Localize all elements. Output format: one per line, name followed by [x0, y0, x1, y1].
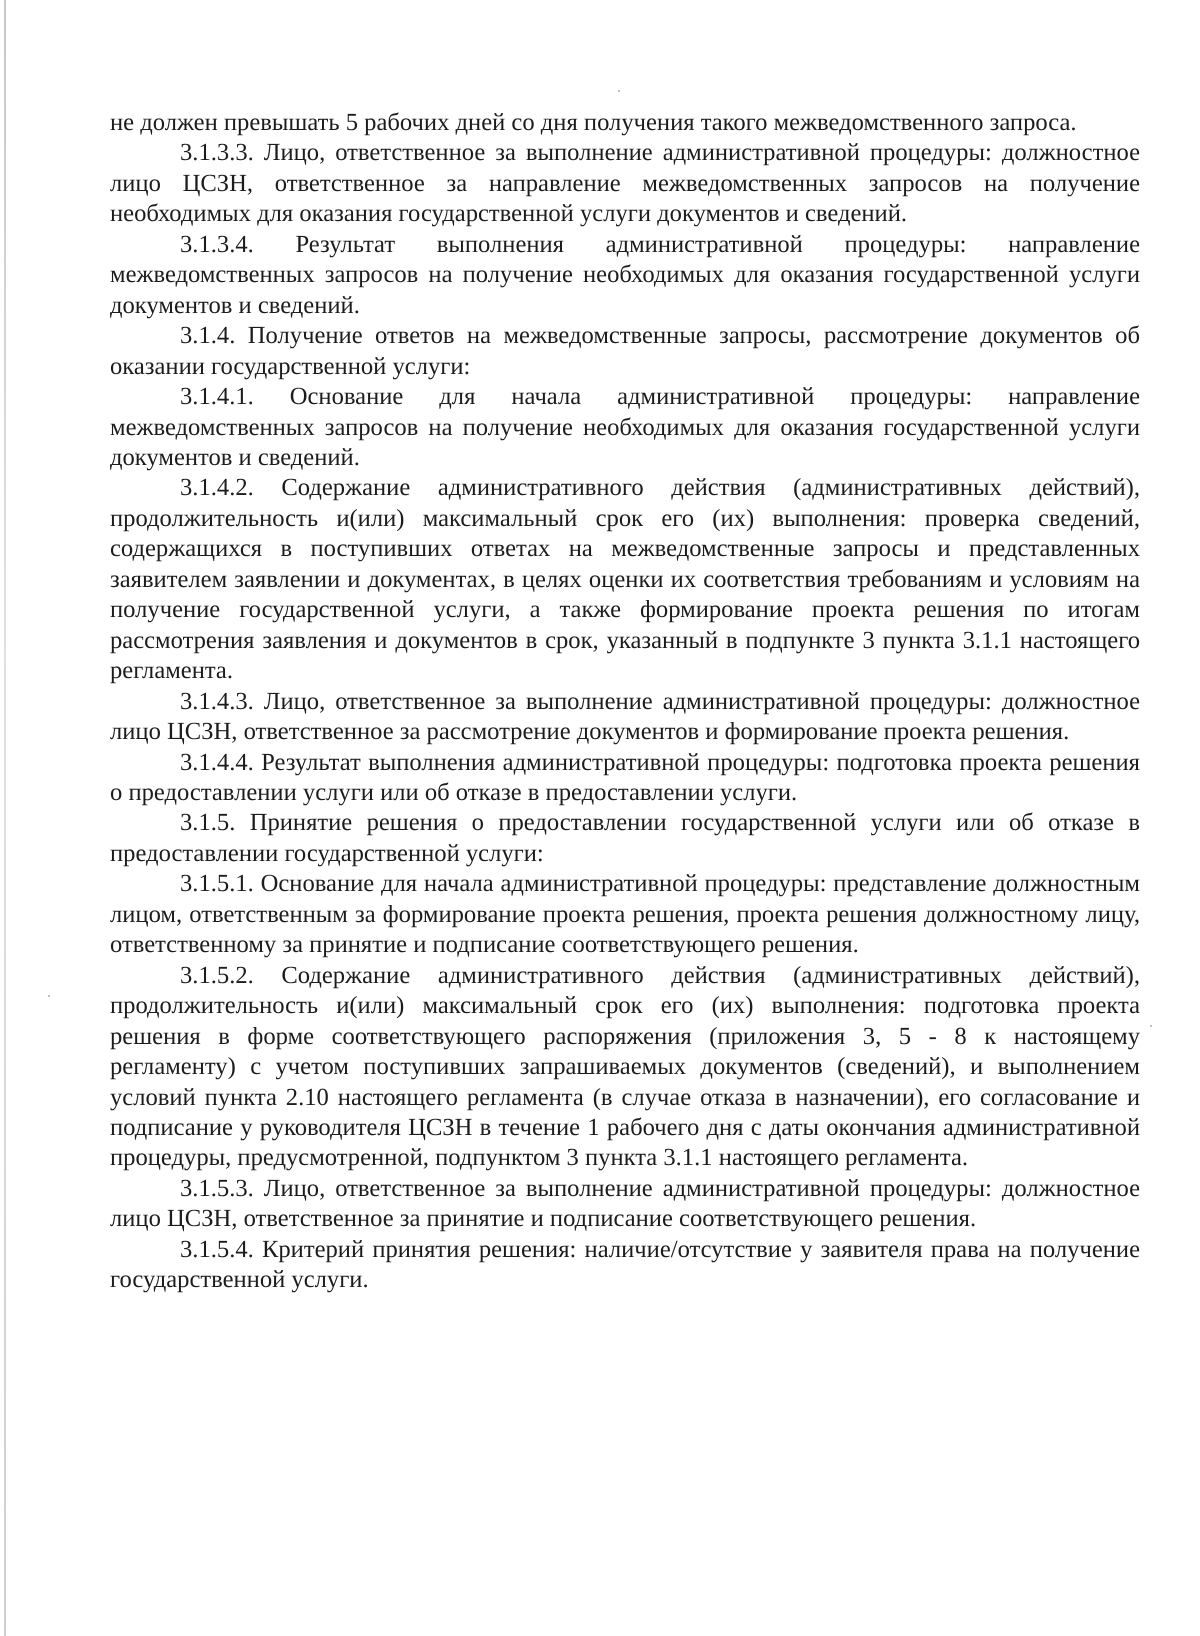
scan-speck [618, 90, 620, 92]
scan-speck [1150, 1025, 1152, 1027]
paragraph-3-1-5-3: 3.1.5.3. Лицо, ответственное за выполнение административной процедуры: должностное лицо ЦСЗН, ответственное за принятие и подписание соответствующего решения. [110, 1174, 1140, 1233]
paragraph-3-1-4: 3.1.4. Получение ответов на межведомственные запросы, рассмотрение документов об оказании государственной услуги: [110, 322, 1140, 380]
paragraph-3-1-5-4: 3.1.5.4. Критерий принятия решения: наличие/отсутствие у заявителя права на получение государственной услуги. [110, 1235, 1140, 1294]
paragraph-3-1-4-1: 3.1.4.1. Основание для начала административной процедуры: направление межведомственных запросов на получение необходимых для оказания государственной услуги документов и сведений. [110, 383, 1140, 471]
paragraph-3-1-3-3: 3.1.3.3. Лицо, ответственное за выполнение административной процедуры: должностное лицо ЦСЗН, ответственное за направление межведомственных запросов на получение необходимых для оказания государственной услуги документов и сведений. [110, 139, 1140, 228]
document-page [110, 108, 1140, 1296]
paragraph-3-1-5-1: 3.1.5.1. Основание для начала административной процедуры: представление должностным лицом, ответственным за формирование проекта решения, проекта решения должностному лицу, ответственному за принятие и подписание соответствующего решения. [110, 870, 1140, 959]
paragraph-3-1-4-2: 3.1.4.2. Содержание административного действия (административных действий), продолжительность и(или) максимальный срок его (их) выполнения: проверка сведений, содержащихся в поступивших ответах на межведомственные запросы и представленных заявителем заявлении и документах, в целях оценки их соответствия требованиям и условиям на получение государственной услуги, а также формирование проекта решения по итогам рассмотрения заявления и документов в срок, указанный в подпункте 3 пункта 3.1.1 настоящего регламента. [110, 474, 1140, 685]
paragraph-3-1-5-2: 3.1.5.2. Содержание административного действия (административных действий), продолжительность и(или) максимальный срок его (их) выполнения: подготовка проекта решения в форме соответствующего распоряжения (приложения 3, 5 - 8 к настоящему регламенту) с учетом поступивших запрашиваемых документов (сведений), и выполнением условий пункта 2.10 настоящего регламента (в случае отказа в назначении), его согласование и подписание у руководителя ЦСЗН в течение 1 рабочего дня с даты окончания административной процедуры, предусмотренной, подпунктом 3 пункта 3.1.1 настоящего регламента. [110, 961, 1140, 1172]
scan-edge [4, 0, 6, 1636]
paragraph-3-1-4-4: 3.1.4.4. Результат выполнения административной процедуры: подготовка проекта решения о предоставлении услуги или об отказе в предоставлении услуги. [110, 748, 1140, 806]
paragraph-3-1-3-4: 3.1.3.4. Результат выполнения административной процедуры: направление межведомственных запросов на получение необходимых для оказания государственной услуги документов и сведений. [110, 230, 1140, 319]
paragraph-3-1-4-3: 3.1.4.3. Лицо, ответственное за выполнение административной процедуры: должностное лицо ЦСЗН, ответственное за рассмотрение документов и формирование проекта решения. [110, 687, 1140, 746]
paragraph-3-1-5: 3.1.5. Принятие решения о предоставлении государственной услуги или об отказе в предоставлении государственной услуги: [110, 809, 1140, 867]
scan-speck [48, 995, 50, 997]
paragraph: не должен превышать 5 рабочих дней со дня получения такого межведомственного запроса. [110, 109, 1077, 136]
